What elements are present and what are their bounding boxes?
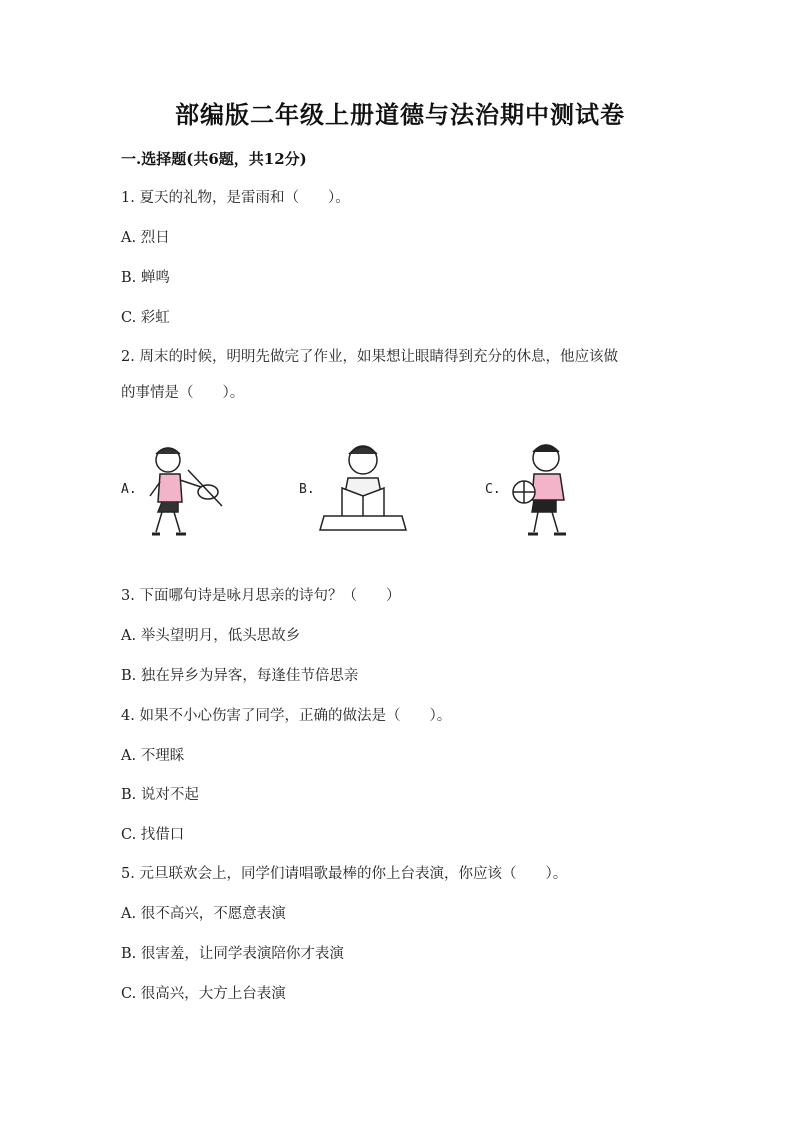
reading-boy-illustration xyxy=(318,438,408,538)
question-2-option-c-label: C. xyxy=(485,482,501,497)
violin-boy-illustration xyxy=(140,440,230,545)
question-2-option-b-label: B. xyxy=(299,482,315,497)
question-1-stem: 1. 夏天的礼物，是雷雨和（ ）。 xyxy=(121,190,350,206)
question-4-stem: 4. 如果不小心伤害了同学，正确的做法是（ ）。 xyxy=(121,708,452,724)
section-title: 一.选择题(共6题，共12分) xyxy=(121,150,307,168)
question-3-option-b: B. 独在异乡为异客，每逢佳节倍思亲 xyxy=(121,668,359,684)
question-1-option-b: B. 蝉鸣 xyxy=(121,270,170,286)
question-5-stem: 5. 元旦联欢会上，同学们请唱歌最棒的你上台表演，你应该（ ）。 xyxy=(121,866,568,882)
question-5-option-c: C. 很高兴，大方上台表演 xyxy=(121,986,286,1002)
basketball-boy-illustration xyxy=(504,438,584,543)
question-3-stem: 3. 下面哪句诗是咏月思亲的诗句？（ ） xyxy=(121,588,401,604)
question-1-option-a: A. 烈日 xyxy=(121,230,170,246)
question-5-option-a: A. 很不高兴，不愿意表演 xyxy=(121,906,286,922)
question-2-option-a-label: A. xyxy=(121,482,137,497)
question-4-option-a: A. 不理睬 xyxy=(121,748,185,764)
question-3-option-a: A. 举头望明月，低头思故乡 xyxy=(121,628,301,644)
question-4-option-b: B. 说对不起 xyxy=(121,787,199,803)
question-2-stem-line-2: 的事情是（ ）。 xyxy=(121,385,245,401)
question-4-option-c: C. 找借口 xyxy=(121,827,185,843)
question-5-option-b: B. 很害羞，让同学表演陪你才表演 xyxy=(121,946,344,962)
question-2-stem-line-1: 2. 周末的时候，明明先做完了作业，如果想让眼睛得到充分的休息，他应该做 xyxy=(121,349,618,365)
page-title: 部编版二年级上册道德与法治期中测试卷 xyxy=(175,100,625,129)
question-1-option-c: C. 彩虹 xyxy=(121,310,170,326)
